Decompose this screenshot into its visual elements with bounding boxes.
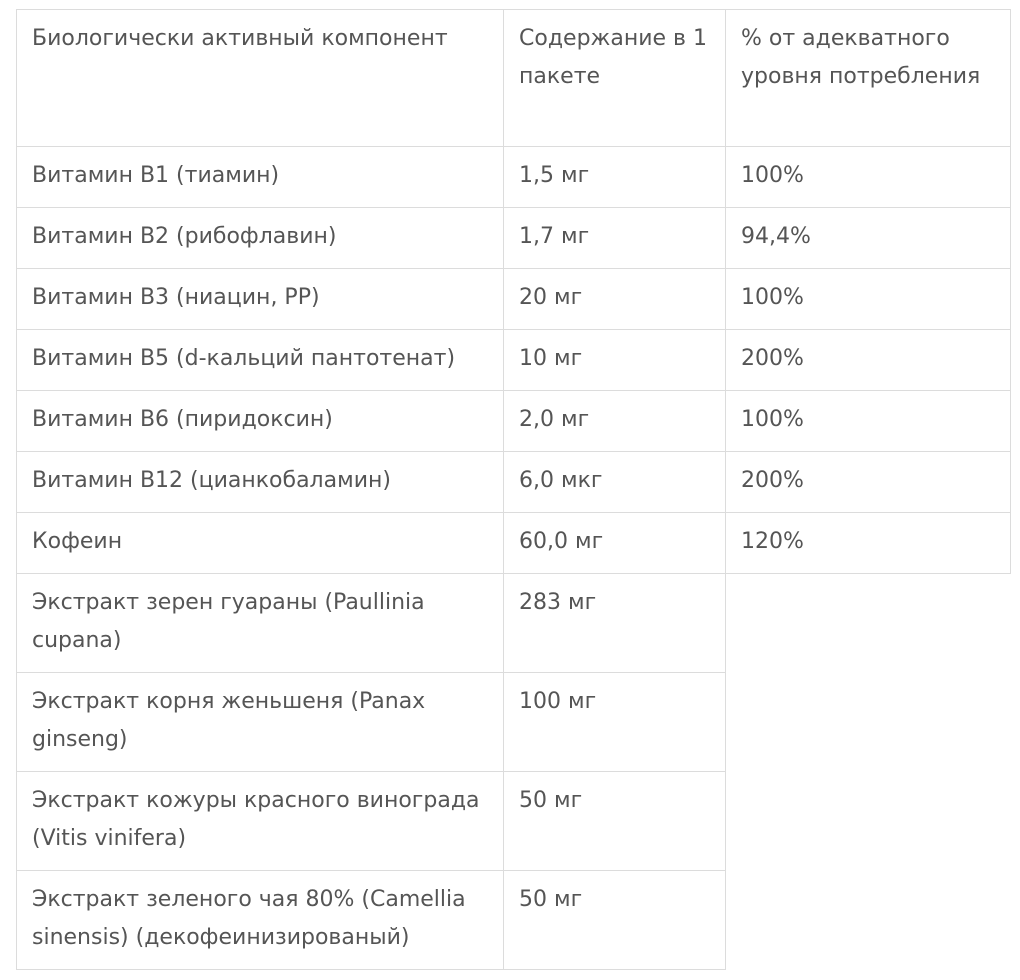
cell-amount: 20 мг [504,269,726,330]
cell-amount: 6,0 мкг [504,452,726,513]
composition-table-container [16,9,1011,970]
cell-component: Экстракт кожуры красного винограда (Vitis vinifera) [17,772,504,871]
cell-percent: 100% [726,391,1011,452]
header-content-per-packet: Содержание в 1 пакете [504,10,726,147]
cell-percent: 94,4% [726,208,1011,269]
cell-percent: 200% [726,452,1011,513]
cell-amount: 10 мг [504,330,726,391]
cell-component: Витамин В3 (ниацин, РР) [17,269,504,330]
cell-component: Витамин В12 (цианкобаламин) [17,452,504,513]
header-percent-adequate-intake: % от адекватного уровня потребления [726,10,1011,147]
cell-component: Экстракт корня женьшеня (Panax ginseng) [17,673,504,772]
header-component: Биологически активный компонент [17,10,504,147]
cell-percent-empty [726,772,1011,871]
cell-amount: 283 мг [504,574,726,673]
cell-percent-empty [726,871,1011,970]
cell-percent: 100% [726,269,1011,330]
table-row [17,513,1011,574]
table-row [17,673,1011,772]
table-row [17,772,1011,871]
table-header-row [17,10,1011,147]
cell-amount: 1,5 мг [504,147,726,208]
cell-amount: 1,7 мг [504,208,726,269]
cell-percent: 120% [726,513,1011,574]
table-row [17,147,1011,208]
cell-component: Витамин В2 (рибофлавин) [17,208,504,269]
cell-percent-empty [726,673,1011,772]
cell-amount: 50 мг [504,772,726,871]
cell-component: Экстракт зеленого чая 80% (Camellia sinensis) (декофеинизированый) [17,871,504,970]
table-row [17,269,1011,330]
cell-component: Витамин В5 (d-кальций пантотенат) [17,330,504,391]
cell-component: Витамин В1 (тиамин) [17,147,504,208]
cell-amount: 2,0 мг [504,391,726,452]
cell-amount: 100 мг [504,673,726,772]
table-row [17,452,1011,513]
cell-component: Экстракт зерен гуараны (Paullinia cupana) [17,574,504,673]
cell-amount: 60,0 мг [504,513,726,574]
table-row [17,871,1011,970]
table-row [17,391,1011,452]
table-row [17,330,1011,391]
cell-component: Кофеин [17,513,504,574]
table-row [17,208,1011,269]
cell-component: Витамин В6 (пиридоксин) [17,391,504,452]
cell-percent-empty [726,574,1011,673]
cell-percent: 100% [726,147,1011,208]
composition-table [16,9,1011,970]
table-row [17,574,1011,673]
cell-percent: 200% [726,330,1011,391]
cell-amount: 50 мг [504,871,726,970]
